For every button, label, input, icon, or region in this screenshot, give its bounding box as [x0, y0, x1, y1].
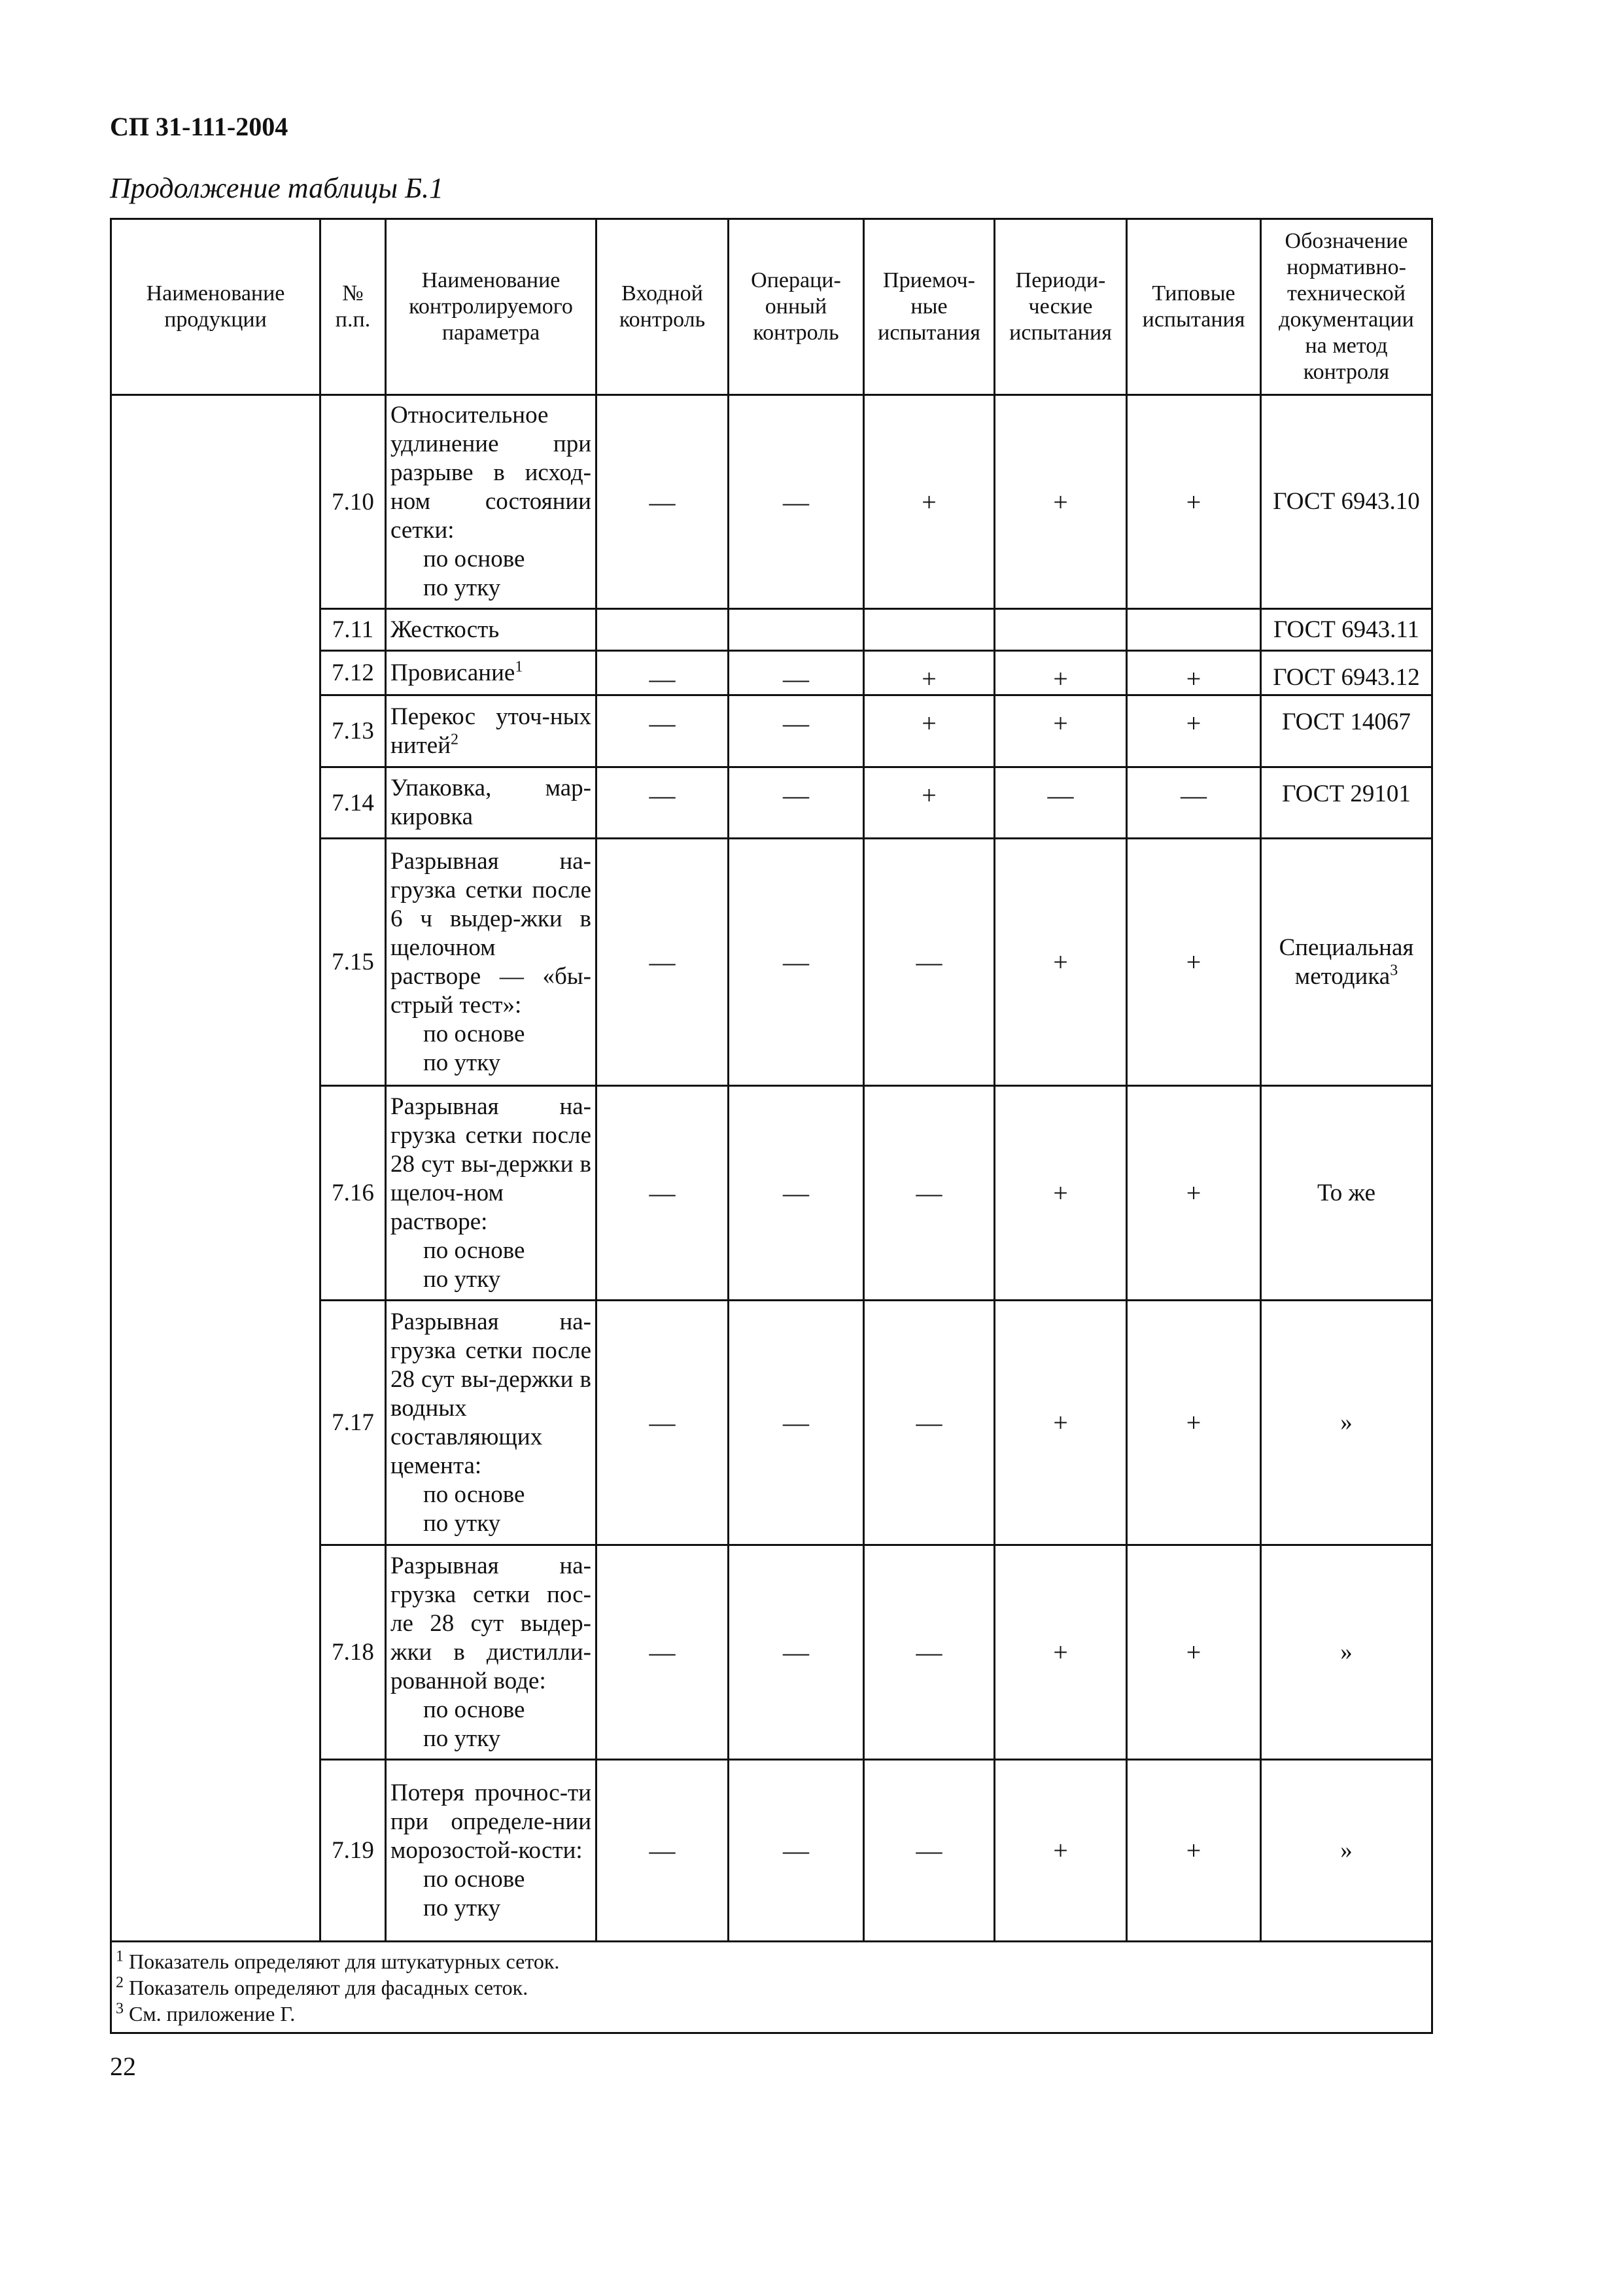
parameter-text [390, 774, 591, 832]
parameter-subitem: по основе [423, 1696, 525, 1723]
document-code: СП 31-111-2004 [110, 112, 288, 141]
parameter-text-main: Разрывная на-грузка сетки пос-ле 28 сут выдер-жки в дистилли-рованной воде: [390, 1552, 591, 1694]
parameter-text-main: Разрывная на-грузка сетки после 28 сут вы-держки в водных составляющих цемента: [390, 1308, 591, 1479]
footnote-ref: 1 [515, 658, 523, 676]
parameter-name [386, 651, 596, 695]
parameter-name [386, 839, 596, 1086]
parameter-text-main: Перекос уточ-ных нитей [390, 703, 591, 759]
operational-control-mark: — [729, 1086, 864, 1301]
parameter-subitem: по основе [423, 1236, 525, 1264]
acceptance-test-mark: — [864, 1086, 995, 1301]
footnote-text: Показатель определяют для штукатурных сеток. [129, 1949, 560, 1973]
incoming-control-mark: — [596, 1760, 729, 1942]
type-test-mark: + [1127, 395, 1261, 609]
acceptance-test-mark: + [864, 695, 995, 767]
parameter-subitem: по утку [423, 574, 501, 601]
parameter-text-main: Упаковка, мар-кировка [390, 775, 591, 830]
parameter-text [390, 1779, 591, 1865]
parameter-text-main: Потеря прочнос-ти при определе-нии морозостой-кости: [390, 1779, 591, 1864]
incoming-control-mark [596, 609, 729, 651]
acceptance-test-mark: + [864, 767, 995, 839]
parameter-subitem: по основе [423, 1865, 525, 1893]
table-continuation-caption: Продолжение таблицы Б.1 [110, 172, 444, 204]
incoming-control-mark: — [596, 767, 729, 839]
type-test-mark: + [1127, 1301, 1261, 1545]
incoming-control-mark: — [596, 395, 729, 609]
operational-control-mark [729, 609, 864, 651]
table-header-row [111, 219, 1432, 395]
parameter-name [386, 695, 596, 767]
footnote [116, 1974, 1427, 2001]
acceptance-test-mark: + [864, 395, 995, 609]
parameter-subitem: по основе [423, 1480, 525, 1508]
method-document-text: » [1340, 1836, 1353, 1864]
parameter-subitem: по утку [423, 1265, 501, 1293]
item-number: 7.13 [320, 695, 386, 767]
footnotes-row [111, 1942, 1432, 2033]
method-document [1261, 695, 1432, 767]
method-document-text: То же [1317, 1179, 1376, 1206]
parameter-name [386, 1760, 596, 1942]
header-incoming-control: Входной контроль [596, 219, 729, 395]
method-document [1261, 651, 1432, 695]
parameter-subitem: по утку [423, 1509, 501, 1537]
acceptance-test-mark: — [864, 1545, 995, 1760]
periodic-test-mark: + [995, 839, 1127, 1086]
header-operational-control: Операци-онный контроль [729, 219, 864, 395]
parameter-text [390, 401, 591, 545]
method-document-text: ГОСТ 6943.10 [1273, 488, 1420, 515]
footnote-ref: 3 [1390, 962, 1398, 979]
method-document [1261, 609, 1432, 651]
operational-control-mark: — [729, 395, 864, 609]
page-number: 22 [110, 2052, 136, 2081]
acceptance-test-mark [864, 609, 995, 651]
footnotes [111, 1942, 1432, 2033]
method-document-text: » [1340, 1638, 1353, 1666]
header-method-document: Обозначение нормативно-технической документации на метод контроля [1261, 219, 1432, 395]
control-table [110, 218, 1433, 2034]
operational-control-mark: — [729, 695, 864, 767]
parameter-text [390, 1093, 591, 1236]
acceptance-test-mark: — [864, 839, 995, 1086]
parameter-subitem: по утку [423, 1725, 501, 1752]
periodic-test-mark: + [995, 1301, 1127, 1545]
header-type-tests: Типовые испытания [1127, 219, 1261, 395]
periodic-test-mark: + [995, 395, 1127, 609]
method-document-text: ГОСТ 29101 [1282, 780, 1411, 807]
parameter-name [386, 1545, 596, 1760]
footnote-text: См. приложение Г. [129, 2001, 296, 2025]
parameter-name [386, 1086, 596, 1301]
method-document [1261, 1301, 1432, 1545]
item-number: 7.14 [320, 767, 386, 839]
footnote [116, 1948, 1427, 1974]
parameter-text-main: Жесткость [390, 616, 500, 643]
type-test-mark: + [1127, 1545, 1261, 1760]
footnote-number: 2 [116, 1973, 124, 1991]
parameter-text [390, 847, 591, 1020]
footnote [116, 2001, 1427, 2027]
method-document [1261, 395, 1432, 609]
incoming-control-mark: — [596, 839, 729, 1086]
periodic-test-mark: — [995, 767, 1127, 839]
acceptance-test-mark: + [864, 651, 995, 695]
operational-control-mark: — [729, 767, 864, 839]
operational-control-mark: — [729, 1545, 864, 1760]
table-row [111, 395, 1432, 609]
method-document-text: Специальная методика [1279, 934, 1414, 990]
operational-control-mark: — [729, 651, 864, 695]
method-document-text: ГОСТ 14067 [1282, 709, 1411, 735]
parameter-text [390, 1308, 591, 1480]
item-number: 7.19 [320, 1760, 386, 1942]
method-document [1261, 1760, 1432, 1942]
periodic-test-mark: + [995, 1086, 1127, 1301]
item-number: 7.15 [320, 839, 386, 1086]
operational-control-mark: — [729, 1301, 864, 1545]
footnote-text: Показатель определяют для фасадных сеток. [129, 1975, 528, 1999]
type-test-mark: + [1127, 1086, 1261, 1301]
periodic-test-mark [995, 609, 1127, 651]
type-test-mark: + [1127, 1760, 1261, 1942]
parameter-text-main: Разрывная на-грузка сетки после 6 ч выдер-жки в щелочном растворе — «бы-стрый тест»: [390, 847, 591, 1019]
periodic-test-mark: + [995, 695, 1127, 767]
acceptance-test-mark: — [864, 1301, 995, 1545]
footnote-number: 3 [116, 1999, 124, 2017]
method-document-text: ГОСТ 6943.11 [1273, 616, 1420, 643]
parameter-text [390, 659, 591, 688]
type-test-mark: + [1127, 839, 1261, 1086]
header-product-name: Наименование продукции [111, 219, 320, 395]
parameter-subitem: по основе [423, 546, 525, 572]
method-document [1261, 1545, 1432, 1760]
parameter-subitem: по утку [423, 1049, 501, 1076]
parameter-name [386, 395, 596, 609]
incoming-control-mark: — [596, 1545, 729, 1760]
header-acceptance-tests: Приемоч-ные испытания [864, 219, 995, 395]
operational-control-mark: — [729, 839, 864, 1086]
header-periodic-tests: Периоди-ческие испытания [995, 219, 1127, 395]
type-test-mark: + [1127, 695, 1261, 767]
header-item-number: № п.п. [320, 219, 386, 395]
method-document-text: » [1340, 1409, 1353, 1436]
parameter-name [386, 1301, 596, 1545]
method-document [1261, 839, 1432, 1086]
item-number: 7.16 [320, 1086, 386, 1301]
method-document [1261, 767, 1432, 839]
product-name-cell [111, 395, 320, 1942]
periodic-test-mark: + [995, 651, 1127, 695]
method-document [1261, 1086, 1432, 1301]
parameter-text [390, 1552, 591, 1696]
item-number: 7.17 [320, 1301, 386, 1545]
periodic-test-mark: + [995, 1760, 1127, 1942]
parameter-text [390, 703, 591, 760]
item-number: 7.12 [320, 651, 386, 695]
incoming-control-mark: — [596, 695, 729, 767]
periodic-test-mark: + [995, 1545, 1127, 1760]
parameter-subitem: по утку [423, 1894, 501, 1921]
parameter-text-main: Провисание [390, 659, 515, 686]
parameter-text [390, 616, 591, 644]
incoming-control-mark: — [596, 1301, 729, 1545]
item-number: 7.11 [320, 609, 386, 651]
type-test-mark: + [1127, 651, 1261, 695]
type-test-mark [1127, 609, 1261, 651]
parameter-subitem: по основе [423, 1020, 525, 1047]
type-test-mark: — [1127, 767, 1261, 839]
item-number: 7.10 [320, 395, 386, 609]
header-parameter-name: Наименование контролируемого параметра [386, 219, 596, 395]
operational-control-mark: — [729, 1760, 864, 1942]
incoming-control-mark: — [596, 1086, 729, 1301]
footnote-ref: 2 [451, 731, 458, 748]
footnote-number: 1 [116, 1947, 124, 1965]
incoming-control-mark: — [596, 651, 729, 695]
parameter-text-main: Разрывная на-грузка сетки после 28 сут вы-держки в щелоч-ном растворе: [390, 1093, 591, 1235]
parameter-name [386, 767, 596, 839]
item-number: 7.18 [320, 1545, 386, 1760]
parameter-name [386, 609, 596, 651]
acceptance-test-mark: — [864, 1760, 995, 1942]
parameter-text-main: Относительное удлинение при разрыве в исход-ном состоянии сетки: [390, 402, 591, 544]
method-document-text: ГОСТ 6943.12 [1273, 664, 1420, 691]
